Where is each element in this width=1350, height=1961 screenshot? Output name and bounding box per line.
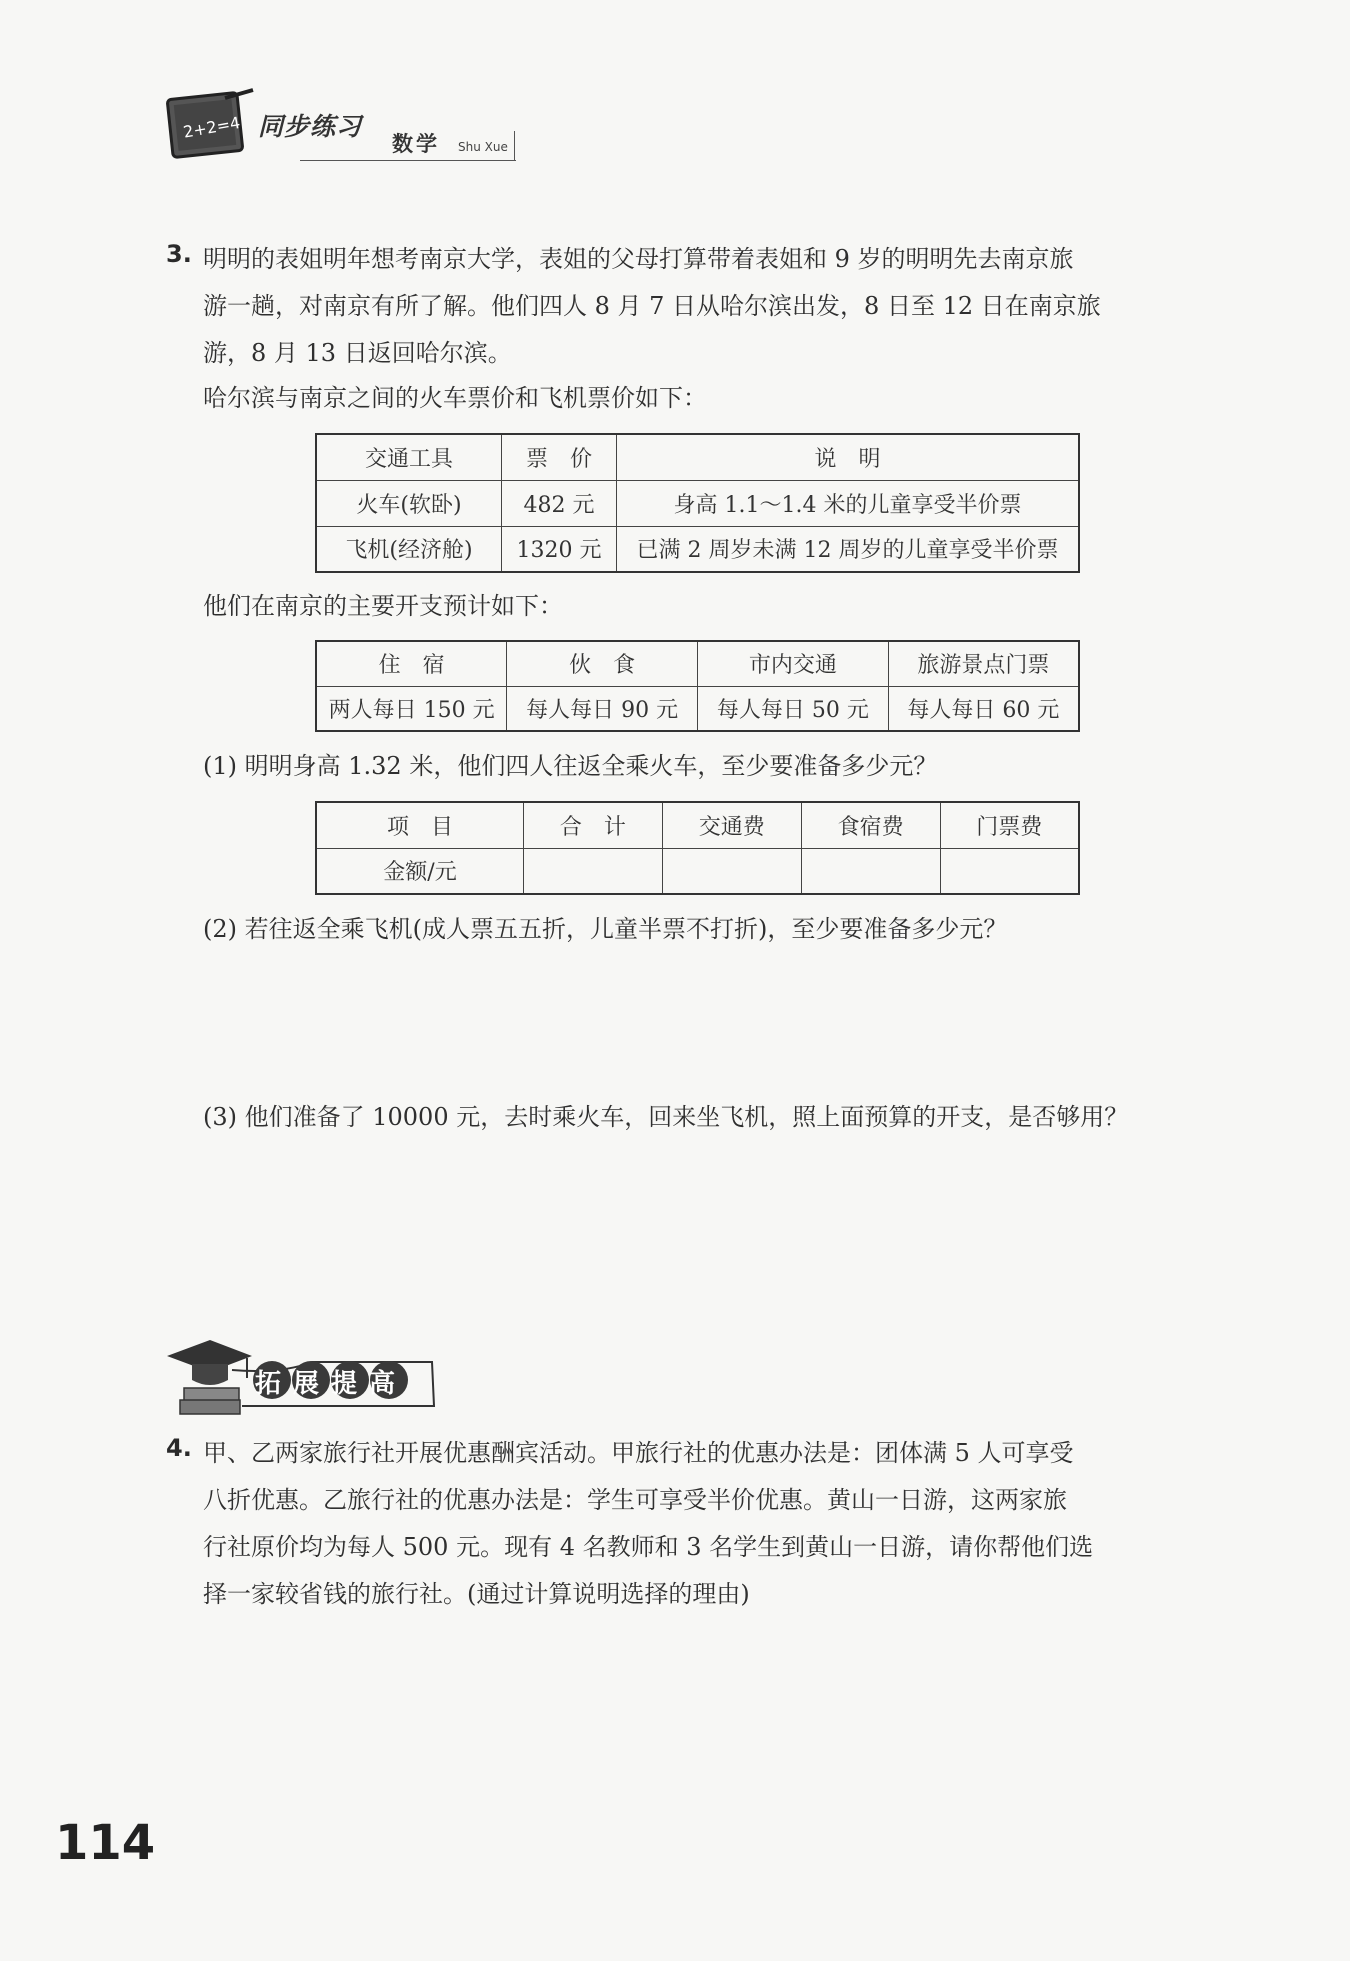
header-subject: 数学 bbox=[392, 132, 440, 156]
table-cell: 两人每日 150 元 bbox=[316, 686, 507, 731]
expense-table bbox=[315, 640, 1080, 732]
table-cell: 金额/元 bbox=[316, 848, 524, 894]
answer-cell-total[interactable] bbox=[524, 848, 663, 894]
question-number: 4. bbox=[166, 1434, 192, 1462]
table-header: 住 宿 bbox=[316, 641, 507, 686]
table-cell: 482 元 bbox=[502, 480, 617, 526]
table-cell: 每人每日 50 元 bbox=[698, 686, 889, 731]
header-pinyin: Shu Xue bbox=[458, 140, 508, 154]
header-divider bbox=[514, 131, 515, 161]
table-cell: 火车(软卧) bbox=[316, 480, 502, 526]
table-cell: 1320 元 bbox=[502, 526, 617, 572]
table-cell: 身高 1.1～1.4 米的儿童享受半价票 bbox=[617, 480, 1080, 526]
table-row bbox=[316, 848, 1079, 894]
text-line: 游，8 月 13 日返回哈尔滨。 bbox=[203, 339, 512, 367]
header-underline bbox=[300, 160, 516, 161]
table-cell: 飞机(经济舱) bbox=[316, 526, 502, 572]
text-line: 行社原价均为每人 500 元。现有 4 名教师和 3 名学生到黄山一日游，请你帮他们选 bbox=[203, 1533, 1094, 1561]
table-header: 伙 食 bbox=[507, 641, 698, 686]
text-line: 择一家较省钱的旅行社。(通过计算说明选择的理由) bbox=[203, 1580, 750, 1608]
price-intro: 哈尔滨与南京之间的火车票价和飞机票价如下： bbox=[203, 384, 707, 412]
table-cell: 每人每日 60 元 bbox=[888, 686, 1079, 731]
table-cell: 每人每日 90 元 bbox=[507, 686, 698, 731]
table-header: 旅游景点门票 bbox=[888, 641, 1079, 686]
table-header: 交通工具 bbox=[316, 434, 502, 480]
text-line: 八折优惠。乙旅行社的优惠办法是：学生可享受半价优惠。黄山一日游，这两家旅 bbox=[203, 1486, 1067, 1514]
price-table bbox=[315, 433, 1080, 573]
sub-question-2: (2) 若往返全乘飞机(成人票五五折，儿童半票不打折)，至少要准备多少元？ bbox=[203, 915, 1008, 943]
text-line: 游一趟，对南京有所了解。他们四人 8 月 7 日从哈尔滨出发，8 日至 12 日在南京旅 bbox=[203, 292, 1101, 320]
table-row bbox=[316, 526, 1079, 572]
table-cell: 已满 2 周岁未满 12 周岁的儿童享受半价票 bbox=[617, 526, 1080, 572]
board-text: 2+2=4 bbox=[181, 112, 242, 142]
table-row bbox=[316, 480, 1079, 526]
sub-question-3: (3) 他们准备了 10000 元，去时乘火车，回来坐飞机，照上面预算的开支，是否够用？ bbox=[203, 1103, 1129, 1131]
section-title: 拓展提高 bbox=[255, 1369, 408, 1399]
question-4-text bbox=[203, 1430, 1203, 1618]
answer-cell-tickets[interactable] bbox=[940, 848, 1079, 894]
header-title: 同步练习 bbox=[258, 112, 363, 141]
table-header: 门票费 bbox=[940, 802, 1079, 848]
text-line: 明明的表姐明年想考南京大学，表姐的父母打算带着表姐和 9 岁的明明先去南京旅 bbox=[203, 245, 1074, 273]
table-header: 合 计 bbox=[524, 802, 663, 848]
question-3-text bbox=[203, 236, 1203, 377]
table-header: 市内交通 bbox=[698, 641, 889, 686]
answer-table bbox=[315, 801, 1080, 895]
table-header: 项 目 bbox=[316, 802, 524, 848]
sub-question-1: (1) 明明身高 1.32 米，他们四人往返全乘火车，至少要准备多少元？ bbox=[203, 752, 938, 780]
table-header: 交通费 bbox=[662, 802, 801, 848]
table-header: 食宿费 bbox=[801, 802, 940, 848]
answer-cell-transport[interactable] bbox=[662, 848, 801, 894]
page-number: 114 bbox=[55, 1815, 156, 1871]
blackboard-logo-icon bbox=[165, 88, 260, 168]
answer-cell-food-lodging[interactable] bbox=[801, 848, 940, 894]
text-line: 甲、乙两家旅行社开展优惠酬宾活动。甲旅行社的优惠办法是：团体满 5 人可享受 bbox=[203, 1439, 1074, 1467]
table-row bbox=[316, 686, 1079, 731]
question-number: 3. bbox=[166, 240, 192, 268]
table-header: 说 明 bbox=[617, 434, 1080, 480]
table-header: 票 价 bbox=[502, 434, 617, 480]
expense-intro: 他们在南京的主要开支预计如下： bbox=[203, 592, 563, 620]
